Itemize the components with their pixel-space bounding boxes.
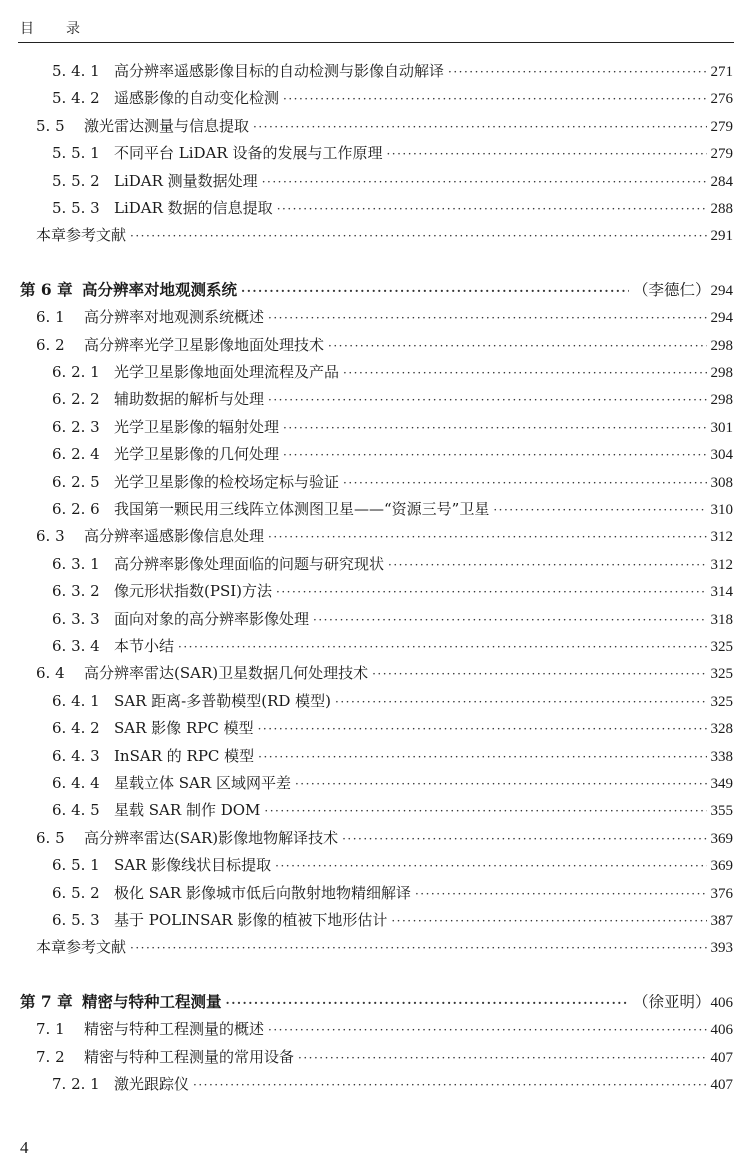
toc-chapter xyxy=(20,278,733,302)
toc-section-number: 6. 1 xyxy=(36,308,65,327)
toc-section-title: 高分辨率对地观测系统概述 xyxy=(84,308,265,327)
dot-leader xyxy=(262,170,707,194)
toc-section-number: 6. 5. 3 xyxy=(52,911,100,929)
dot-leader xyxy=(391,909,706,933)
toc-section-title: SAR 影像 RPC 模型 xyxy=(114,719,254,738)
toc-entry xyxy=(52,798,733,822)
toc-section-title: 高分辨率对地观测系统 xyxy=(82,279,238,299)
toc-section-number: 7. 2. 1 xyxy=(52,1075,100,1093)
toc-entry xyxy=(36,1045,733,1069)
toc-entry xyxy=(52,360,733,384)
toc-entry xyxy=(52,552,733,576)
toc-page-number: 325 xyxy=(710,639,733,655)
toc-page-number: 376 xyxy=(710,885,733,902)
dot-leader xyxy=(283,87,706,111)
toc-page-number: 304 xyxy=(710,447,733,464)
toc-page-number: 298 xyxy=(710,392,733,409)
toc-section-title: 精密与特种工程测量 xyxy=(82,991,222,1011)
toc-section-title: 辅助数据的解析与处理 xyxy=(114,390,265,409)
dot-leader xyxy=(415,882,707,906)
toc-section-number: 6. 3. 1 xyxy=(52,554,100,573)
toc-entry xyxy=(36,826,733,850)
toc-page-number: 276 xyxy=(710,91,733,108)
toc-section-title: 高分辨率遥感影像目标的自动检测与影像自动解译 xyxy=(114,62,445,80)
toc-section-title: 高分辨率雷达(SAR)卫星数据几何处理技术 xyxy=(84,664,369,683)
dot-leader xyxy=(342,827,706,851)
toc-entry xyxy=(52,470,733,494)
header-rule xyxy=(18,42,734,43)
toc-page-number: 294 xyxy=(710,282,733,299)
toc-section-number: 第 7 章 xyxy=(20,991,73,1011)
toc-page-number: 393 xyxy=(710,940,733,957)
toc-section-number: 6. 4. 2 xyxy=(52,719,100,738)
dot-leader xyxy=(268,525,706,549)
toc-section-number: 6. 4. 1 xyxy=(52,691,100,710)
toc-section-number: 7. 2 xyxy=(36,1047,65,1066)
toc-section-title: 星载 SAR 制作 DOM xyxy=(114,801,261,820)
dot-leader xyxy=(493,498,706,522)
toc-entry xyxy=(52,908,733,932)
toc-section-number: 6. 4. 4 xyxy=(52,774,100,792)
page-number: 4 xyxy=(20,1138,29,1157)
toc-page-number: 308 xyxy=(710,474,733,491)
toc-entry xyxy=(52,196,733,220)
toc-entry xyxy=(52,442,733,466)
toc-section-title: 精密与特种工程测量的概述 xyxy=(84,1020,265,1039)
toc-page-number: 291 xyxy=(710,228,733,245)
toc-section-title: SAR 影像线状目标提取 xyxy=(114,856,272,875)
toc-section-title: 精密与特种工程测量的常用设备 xyxy=(84,1047,295,1066)
toc-section-number: 5. 5. 1 xyxy=(52,144,100,163)
dot-leader xyxy=(295,772,707,796)
toc-entry xyxy=(52,607,733,631)
toc-section-number: 6. 5. 1 xyxy=(52,856,100,875)
toc-page-number: 301 xyxy=(710,419,733,436)
toc-section-title: 高分辨率遥感影像信息处理 xyxy=(84,527,265,546)
dot-leader xyxy=(258,745,706,769)
toc-section-number: 6. 2 xyxy=(36,335,65,354)
toc-section-number: 5. 5. 2 xyxy=(52,171,100,190)
toc-entry xyxy=(52,744,733,768)
dot-leader xyxy=(276,580,707,604)
toc-entry xyxy=(52,86,733,110)
toc-section-title: LiDAR 测量数据处理 xyxy=(114,171,258,190)
toc-section-title: 不同平台 LiDAR 设备的发展与工作原理 xyxy=(114,144,383,163)
toc-section-title: 高分辨率光学卫星影像地面处理技术 xyxy=(84,335,325,354)
dot-leader xyxy=(268,388,706,412)
toc-entry xyxy=(52,497,733,521)
toc-section-title: 我国第一颗民用三线阵立体测图卫星——“资源三号”卫星 xyxy=(114,500,490,518)
dot-leader xyxy=(313,608,706,632)
toc-page-number: 325 xyxy=(710,666,733,683)
toc-page-number: 325 xyxy=(710,693,733,710)
toc-page-number: 279 xyxy=(710,118,733,135)
toc-entry xyxy=(52,415,733,439)
toc-section-number: 6. 3. 4 xyxy=(52,637,100,655)
toc-page-number: 387 xyxy=(710,913,733,929)
toc-section-number: 6. 3. 3 xyxy=(52,609,100,628)
dot-leader xyxy=(226,991,629,1015)
toc-section-title: 本章参考文献 xyxy=(36,226,127,245)
toc-section-title: 遥感影像的自动变化检测 xyxy=(114,89,280,108)
dot-leader xyxy=(268,1018,706,1042)
toc-entry xyxy=(36,524,733,548)
dot-leader xyxy=(130,224,706,248)
toc-entry xyxy=(52,634,733,658)
toc-references xyxy=(36,223,733,247)
toc-section-title: 面向对象的高分辨率影像处理 xyxy=(114,609,310,628)
toc-section-number: 7. 1 xyxy=(36,1020,65,1039)
dot-leader xyxy=(448,60,706,84)
toc-entry xyxy=(36,305,733,329)
toc-page-number: 349 xyxy=(710,776,733,792)
dot-leader xyxy=(328,334,706,358)
toc-chapter xyxy=(20,990,733,1014)
dot-leader xyxy=(178,635,706,659)
toc-page-number: 407 xyxy=(710,1077,733,1093)
toc-entry xyxy=(52,387,733,411)
toc-page-number: 298 xyxy=(710,365,733,381)
dot-leader xyxy=(386,142,706,166)
toc-page-number: 312 xyxy=(710,556,733,573)
dot-leader xyxy=(335,690,706,714)
toc-page-number: 314 xyxy=(710,584,733,601)
dot-leader xyxy=(283,443,706,467)
toc-section-number: 6. 2. 3 xyxy=(52,417,100,436)
toc-page-number: 312 xyxy=(710,529,733,546)
toc-section-number: 6. 5. 2 xyxy=(52,883,100,902)
toc-entry xyxy=(52,771,733,795)
toc-entry xyxy=(52,689,733,713)
toc-section-number: 6. 3. 2 xyxy=(52,582,100,601)
dot-leader xyxy=(343,361,706,385)
toc-entry xyxy=(36,333,733,357)
dot-leader xyxy=(268,306,706,330)
toc-page-number: 294 xyxy=(710,310,733,327)
toc-section-number: 6. 3 xyxy=(36,527,65,546)
toc-page-number: 407 xyxy=(710,1049,733,1066)
toc-section-title: LiDAR 数据的信息提取 xyxy=(114,199,273,217)
toc-page-number: 310 xyxy=(710,502,733,518)
dot-leader xyxy=(253,115,706,139)
toc-page-number: 279 xyxy=(710,146,733,163)
toc-entry xyxy=(36,114,733,138)
toc-section-number: 6. 4. 5 xyxy=(52,801,100,820)
toc-page-number: 338 xyxy=(710,748,733,765)
toc-entry xyxy=(52,579,733,603)
toc-section-title: 像元形状指数(PSI)方法 xyxy=(114,582,272,601)
toc-page-number: 355 xyxy=(710,803,733,820)
toc-page-number: 298 xyxy=(710,337,733,354)
header-char-1: 目 xyxy=(20,21,34,37)
toc-entry xyxy=(52,881,733,905)
toc-section-number: 6. 5 xyxy=(36,828,65,847)
toc-section-title: 光学卫星影像的几何处理 xyxy=(114,445,280,464)
toc-author: （徐亚明） xyxy=(632,992,711,1011)
toc-section-number: 6. 2. 4 xyxy=(52,445,100,464)
toc-section-title: 本节小结 xyxy=(114,637,175,655)
toc-entry xyxy=(52,59,733,83)
toc-section-number: 第 6 章 xyxy=(20,279,73,299)
toc-section-number: 6. 4 xyxy=(36,664,65,683)
toc-page-number: 271 xyxy=(710,64,733,80)
toc-section-title: InSAR 的 RPC 模型 xyxy=(114,746,255,765)
toc-page-number: 406 xyxy=(710,994,733,1011)
toc-section-number: 6. 2. 6 xyxy=(52,500,100,518)
toc-section-title: 光学卫星影像的辐射处理 xyxy=(114,417,280,436)
toc-entry xyxy=(52,141,733,165)
toc-page-number: 288 xyxy=(710,201,733,217)
toc-page-number: 369 xyxy=(710,858,733,875)
toc-section-number: 5. 4. 1 xyxy=(52,62,100,80)
toc-section-title: 高分辨率影像处理面临的问题与研究现状 xyxy=(114,554,385,573)
toc-references xyxy=(36,935,733,959)
toc-entry xyxy=(52,169,733,193)
toc-section-number: 6. 2. 2 xyxy=(52,390,100,409)
dot-leader xyxy=(193,1073,706,1097)
toc-entry xyxy=(52,853,733,877)
dot-leader xyxy=(241,279,629,303)
dot-leader xyxy=(388,553,706,577)
toc-section-title: 激光跟踪仪 xyxy=(114,1075,190,1093)
toc-section-number: 5. 5. 3 xyxy=(52,199,100,217)
toc-page-number: 328 xyxy=(710,721,733,738)
toc-section-number: 6. 2. 1 xyxy=(52,363,100,381)
toc-section-number: 5. 4. 2 xyxy=(52,89,100,108)
toc-entry xyxy=(52,1072,733,1096)
dot-leader xyxy=(264,799,706,823)
toc-entry xyxy=(52,716,733,740)
dot-leader xyxy=(275,854,706,878)
toc-section-title: 基于 POLINSAR 影像的植被下地形估计 xyxy=(114,911,388,929)
toc-section-number: 6. 4. 3 xyxy=(52,746,100,765)
toc-section-title: 极化 SAR 影像城市低后向散射地物精细解译 xyxy=(114,883,411,902)
toc-section-title: 本章参考文献 xyxy=(36,938,127,957)
toc-page-number: 369 xyxy=(710,830,733,847)
toc-page-number: 284 xyxy=(710,173,733,190)
toc-section-title: 光学卫星影像地面处理流程及产品 xyxy=(114,363,340,381)
toc-section-number: 6. 2. 5 xyxy=(52,472,100,491)
toc-section-title: 光学卫星影像的检校场定标与验证 xyxy=(114,472,340,491)
toc-entry xyxy=(36,661,733,685)
dot-leader xyxy=(277,197,707,221)
dot-leader xyxy=(343,471,706,495)
toc-page-number: 318 xyxy=(710,611,733,628)
toc-section-title: 高分辨率雷达(SAR)影像地物解译技术 xyxy=(84,828,339,847)
dot-leader xyxy=(283,416,706,440)
toc-section-number: 5. 5 xyxy=(36,116,65,135)
dot-leader xyxy=(258,717,707,741)
dot-leader xyxy=(372,662,706,686)
toc-section-title: 星载立体 SAR 区域网平差 xyxy=(114,774,291,792)
toc-section-title: 激光雷达测量与信息提取 xyxy=(84,116,250,135)
dot-leader xyxy=(298,1046,706,1070)
toc-author: （李德仁） xyxy=(632,280,711,299)
toc-entry xyxy=(36,1017,733,1041)
toc-section-title: SAR 距离-多普勒模型(RD 模型) xyxy=(114,691,332,710)
dot-leader xyxy=(130,936,706,960)
header-char-2: 录 xyxy=(66,21,80,37)
toc-page-number: 406 xyxy=(710,1022,733,1039)
